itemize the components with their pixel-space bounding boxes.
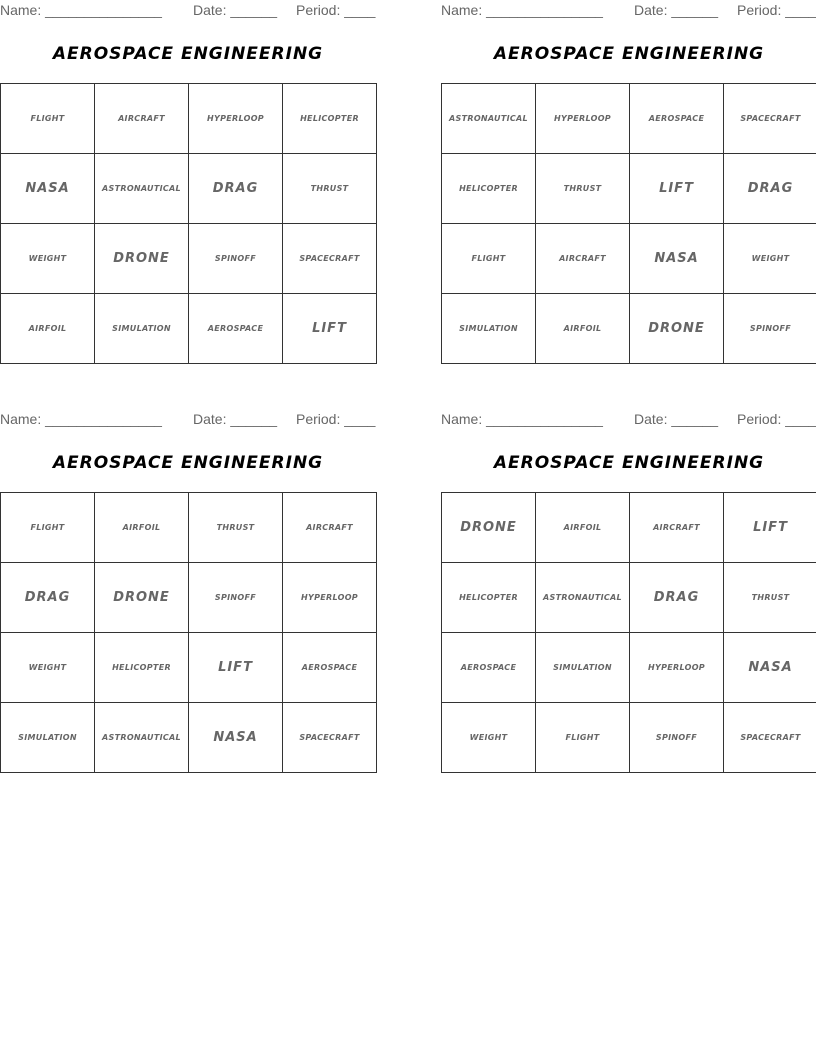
grid-cell: NASA (189, 703, 283, 773)
grid-row (442, 154, 816, 224)
name-field-label: Name: _______________ (441, 2, 603, 18)
grid-cell: ASTRONAUTICAL (442, 84, 536, 154)
grid-cell: AEROSPACE (442, 633, 536, 703)
grid-cell: HYPERLOOP (283, 563, 377, 633)
name-field-label: Name: _______________ (0, 2, 162, 18)
student-info-line (0, 2, 376, 20)
grid-row (1, 563, 377, 633)
grid-row (442, 493, 816, 563)
grid-cell: HELICOPTER (95, 633, 189, 703)
grid-row (1, 224, 377, 294)
grid-cell: NASA (724, 633, 816, 703)
bingo-grid (0, 83, 377, 364)
grid-cell: SPINOFF (189, 563, 283, 633)
grid-cell: SPINOFF (189, 224, 283, 294)
card-title: AEROSPACE ENGINEERING (52, 453, 324, 473)
grid-row (1, 294, 377, 364)
grid-cell: ASTRONAUTICAL (536, 563, 630, 633)
grid-cell: DRONE (442, 493, 536, 563)
grid-row (442, 563, 816, 633)
grid-cell: HYPERLOOP (536, 84, 630, 154)
grid-cell: DRAG (630, 563, 724, 633)
date-field-label: Date: ______ (634, 411, 719, 427)
bingo-grid (441, 83, 816, 364)
grid-cell: FLIGHT (442, 224, 536, 294)
grid-cell: NASA (1, 154, 95, 224)
bingo-card-1 (0, 0, 376, 370)
grid-cell: SIMULATION (442, 294, 536, 364)
grid-cell: HELICOPTER (283, 84, 377, 154)
grid-cell: AIRFOIL (1, 294, 95, 364)
grid-row (1, 154, 377, 224)
grid-cell: AIRFOIL (536, 294, 630, 364)
grid-cell: HYPERLOOP (630, 633, 724, 703)
grid-row (442, 703, 816, 773)
grid-cell: WEIGHT (1, 224, 95, 294)
grid-cell: WEIGHT (442, 703, 536, 773)
grid-cell: FLIGHT (1, 493, 95, 563)
bingo-card-2 (441, 0, 816, 370)
grid-row (1, 633, 377, 703)
student-info-line (441, 411, 816, 429)
name-field-label: Name: _______________ (441, 411, 603, 427)
grid-cell: DRAG (1, 563, 95, 633)
grid-row (1, 84, 377, 154)
period-field-label: Period: ____ (296, 411, 376, 427)
date-field-label: Date: ______ (634, 2, 719, 18)
card-title: AEROSPACE ENGINEERING (52, 44, 324, 64)
grid-cell: THRUST (724, 563, 816, 633)
grid-cell: SPACECRAFT (283, 703, 377, 773)
student-info-line (0, 411, 376, 429)
grid-cell: SIMULATION (95, 294, 189, 364)
grid-cell: AIRFOIL (536, 493, 630, 563)
grid-cell: DRAG (189, 154, 283, 224)
date-field-label: Date: ______ (193, 411, 278, 427)
period-field-label: Period: ____ (296, 2, 376, 18)
grid-cell: LIFT (724, 493, 816, 563)
grid-cell: SPINOFF (724, 294, 816, 364)
grid-cell: AIRFOIL (95, 493, 189, 563)
grid-cell: HELICOPTER (442, 154, 536, 224)
card-title: AEROSPACE ENGINEERING (493, 44, 765, 64)
grid-cell: WEIGHT (724, 224, 816, 294)
grid-cell: SIMULATION (536, 633, 630, 703)
grid-cell: NASA (630, 224, 724, 294)
grid-cell: SPACECRAFT (283, 224, 377, 294)
grid-row (442, 84, 816, 154)
card-title: AEROSPACE ENGINEERING (493, 453, 765, 473)
bingo-grid (441, 492, 816, 773)
grid-cell: FLIGHT (536, 703, 630, 773)
grid-cell: SPINOFF (630, 703, 724, 773)
grid-cell: HYPERLOOP (189, 84, 283, 154)
grid-cell: SPACECRAFT (724, 703, 816, 773)
grid-cell: SPACECRAFT (724, 84, 816, 154)
grid-cell: THRUST (536, 154, 630, 224)
grid-cell: AIRCRAFT (283, 493, 377, 563)
grid-row (1, 493, 377, 563)
grid-cell: FLIGHT (1, 84, 95, 154)
grid-row (442, 294, 816, 364)
grid-cell: DRONE (630, 294, 724, 364)
period-field-label: Period: ____ (737, 411, 816, 427)
bingo-grid (0, 492, 377, 773)
grid-cell: LIFT (630, 154, 724, 224)
grid-cell: ASTRONAUTICAL (95, 154, 189, 224)
grid-cell: ASTRONAUTICAL (95, 703, 189, 773)
grid-cell: DRONE (95, 563, 189, 633)
grid-row (1, 703, 377, 773)
grid-cell: AEROSPACE (189, 294, 283, 364)
grid-cell: THRUST (189, 493, 283, 563)
bingo-card-4 (441, 409, 816, 779)
grid-cell: DRONE (95, 224, 189, 294)
grid-cell: WEIGHT (1, 633, 95, 703)
grid-cell: HELICOPTER (442, 563, 536, 633)
grid-cell: AEROSPACE (283, 633, 377, 703)
grid-cell: LIFT (283, 294, 377, 364)
student-info-line (441, 2, 816, 20)
grid-cell: SIMULATION (1, 703, 95, 773)
grid-cell: THRUST (283, 154, 377, 224)
grid-cell: AIRCRAFT (95, 84, 189, 154)
grid-cell: AEROSPACE (630, 84, 724, 154)
bingo-card-3 (0, 409, 376, 779)
grid-cell: LIFT (189, 633, 283, 703)
period-field-label: Period: ____ (737, 2, 816, 18)
grid-cell: AIRCRAFT (630, 493, 724, 563)
grid-row (442, 224, 816, 294)
date-field-label: Date: ______ (193, 2, 278, 18)
grid-cell: AIRCRAFT (536, 224, 630, 294)
grid-row (442, 633, 816, 703)
grid-cell: DRAG (724, 154, 816, 224)
name-field-label: Name: _______________ (0, 411, 162, 427)
